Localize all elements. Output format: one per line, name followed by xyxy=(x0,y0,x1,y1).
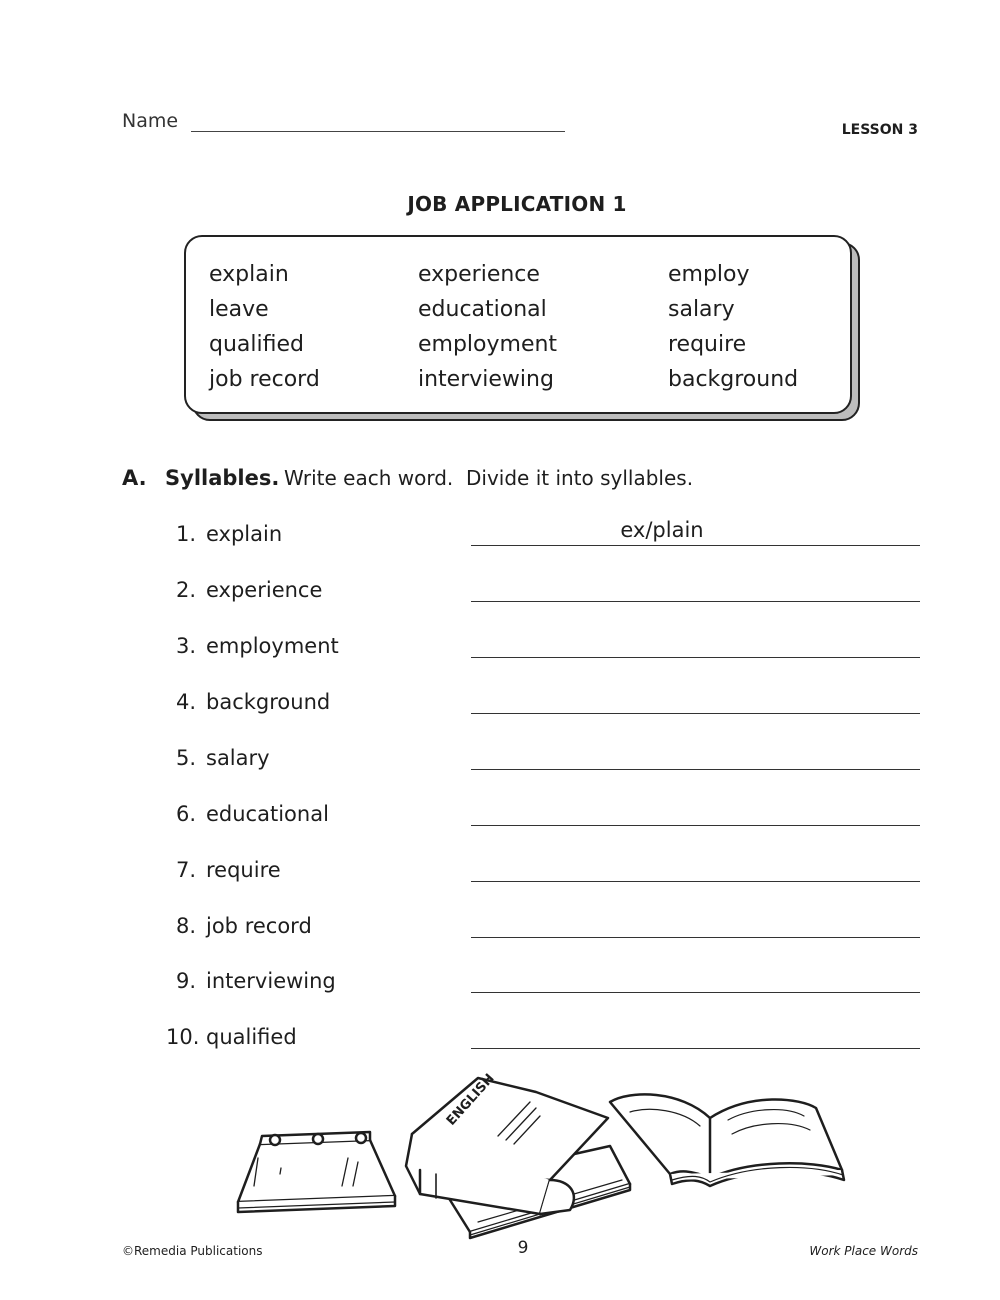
item-number: 9. xyxy=(175,969,196,993)
name-label: Name xyxy=(122,110,179,132)
word-box-item: job record xyxy=(209,367,320,392)
exercise-item xyxy=(0,632,1000,672)
item-word: employment xyxy=(206,634,339,658)
word-box-item: interviewing xyxy=(418,367,554,392)
word-column-3 xyxy=(668,257,798,397)
word-box-item: experience xyxy=(418,262,540,287)
answer-line[interactable] xyxy=(471,713,920,714)
word-box xyxy=(184,235,852,414)
item-word: job record xyxy=(206,914,312,938)
word-box-item: qualified xyxy=(209,332,304,357)
word-box-item: background xyxy=(668,367,799,392)
page-title: JOB APPLICATION 1 xyxy=(407,192,627,216)
item-number: 10. xyxy=(166,1025,200,1049)
answer-line[interactable] xyxy=(471,769,920,770)
exercise-item xyxy=(0,967,1000,1007)
page-number: 9 xyxy=(517,1238,529,1258)
item-word: interviewing xyxy=(206,969,336,993)
books-illustration xyxy=(230,1062,850,1242)
exercise-item xyxy=(0,688,1000,728)
footer-copyright: ©Remedia Publications xyxy=(122,1244,263,1258)
book-spine-label: ENGLISH xyxy=(443,1071,498,1129)
word-column-1 xyxy=(209,257,320,397)
word-box-item: employ xyxy=(668,262,750,287)
item-number: 6. xyxy=(175,802,196,826)
section-title: Syllables. xyxy=(165,466,280,490)
item-number: 4. xyxy=(175,690,196,714)
item-number: 8. xyxy=(175,914,196,938)
section-letter: A. xyxy=(122,466,147,490)
lesson-label: LESSON 3 xyxy=(841,122,918,138)
word-box-item: educational xyxy=(418,297,547,322)
answer-line[interactable] xyxy=(471,825,920,826)
word-box-item: explain xyxy=(209,262,289,287)
footer-book-title: Work Place Words xyxy=(809,1244,918,1258)
answer-line[interactable] xyxy=(471,601,920,602)
item-word: background xyxy=(206,690,331,714)
word-box-item: salary xyxy=(668,297,735,322)
answer-line[interactable] xyxy=(471,545,920,546)
exercise-item xyxy=(0,800,1000,840)
item-word: explain xyxy=(206,522,283,546)
answer-line[interactable] xyxy=(471,881,920,882)
word-box-item: leave xyxy=(209,297,269,322)
exercise-item xyxy=(0,1023,1000,1063)
item-number: 5. xyxy=(175,746,196,770)
name-line[interactable] xyxy=(191,131,565,132)
word-box-item: employment xyxy=(418,332,558,357)
answer-line[interactable] xyxy=(471,937,920,938)
exercise-item xyxy=(0,576,1000,616)
answer-line[interactable] xyxy=(471,992,920,993)
item-word: qualified xyxy=(206,1025,297,1049)
exercise-item xyxy=(0,520,1000,560)
exercise-item xyxy=(0,744,1000,784)
answer-line[interactable] xyxy=(471,1048,920,1049)
section-instruction: Write each word. Divide it into syllables. xyxy=(284,466,694,490)
item-number: 1. xyxy=(175,522,196,546)
item-number: 7. xyxy=(175,858,196,882)
item-number: 3. xyxy=(175,634,196,658)
item-word: experience xyxy=(206,578,323,602)
exercise-item xyxy=(0,912,1000,952)
word-column-2 xyxy=(418,257,557,397)
item-word: educational xyxy=(206,802,329,826)
answer-text: ex/plain xyxy=(620,518,704,542)
item-word: require xyxy=(206,858,281,882)
item-number: 2. xyxy=(175,578,196,602)
item-word: salary xyxy=(206,746,270,770)
answer-line[interactable] xyxy=(471,657,920,658)
exercise-item xyxy=(0,856,1000,896)
word-box-item: require xyxy=(668,332,747,357)
